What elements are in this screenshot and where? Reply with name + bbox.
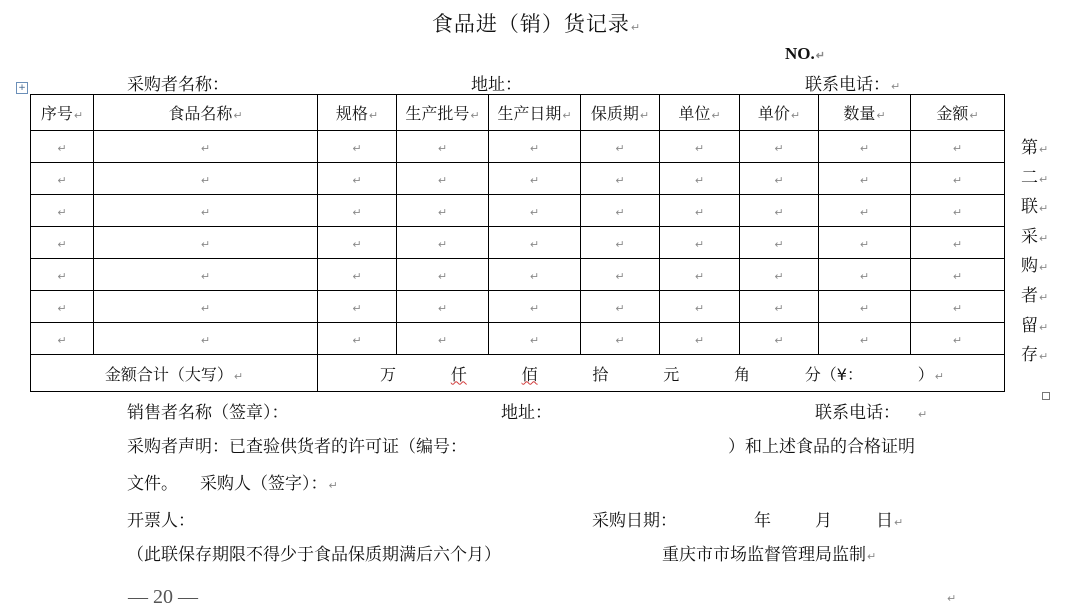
paragraph-mark: ↵ <box>233 369 244 383</box>
paragraph-mark: ↵ <box>1039 320 1049 334</box>
seller-phone-label: 联系电话： ↵ <box>815 403 928 423</box>
table-cell[interactable] <box>740 131 819 163</box>
paragraph-mark: ↵ <box>200 174 211 187</box>
paragraph-mark: ↵ <box>437 142 448 155</box>
paragraph-mark: ↵ <box>774 142 784 155</box>
paragraph-mark: ↵ <box>694 238 705 251</box>
paragraph-mark: ↵ <box>947 592 957 605</box>
column-header: 生产日期↵ <box>489 95 581 131</box>
table-row <box>31 131 1005 163</box>
table-cell[interactable] <box>489 163 581 195</box>
paragraph-mark: ↵ <box>859 206 870 219</box>
paragraph-mark: ↵ <box>529 302 540 315</box>
end-of-cell-mark <box>1042 392 1050 400</box>
table-cell[interactable] <box>94 323 318 355</box>
table-row <box>31 227 1005 259</box>
paragraph-mark: ↵ <box>352 206 362 219</box>
paragraph-mark: ↵ <box>615 174 625 187</box>
table-cell[interactable] <box>318 131 397 163</box>
paragraph-mark: ↵ <box>774 302 784 315</box>
side-label-char: 二↵ <box>1021 167 1049 188</box>
table-row <box>31 195 1005 227</box>
paragraph-mark: ↵ <box>73 109 84 122</box>
paragraph-mark: ↵ <box>774 334 784 347</box>
amount-unit: 元 <box>663 364 680 384</box>
paragraph-mark: ↵ <box>952 206 963 219</box>
declaration-line-1: 采购者声明：已查验供货者的许可证（编号： <box>127 437 467 457</box>
paragraph-mark: ↵ <box>952 302 963 315</box>
table-cell[interactable] <box>318 163 397 195</box>
column-header: 食品名称↵ <box>94 95 318 131</box>
column-header: 规格↵ <box>318 95 397 131</box>
paragraph-mark: ↵ <box>1039 172 1049 186</box>
amount-unit: 角 <box>733 364 750 384</box>
column-header: 数量↵ <box>819 95 911 131</box>
side-label-char: 采↵ <box>1021 226 1049 247</box>
table-header-row <box>31 95 1005 131</box>
amount-unit: 分（¥： <box>804 364 863 384</box>
paragraph-mark: ↵ <box>894 516 904 529</box>
table-cell[interactable] <box>911 323 1005 355</box>
declaration-line-2: 文件。 采购人（签字）：↵ <box>127 474 338 494</box>
paragraph-mark: ↵ <box>867 550 877 563</box>
paragraph-mark: ↵ <box>200 142 211 155</box>
table-cell[interactable] <box>581 195 660 227</box>
goods-table <box>30 94 1005 392</box>
table-cell[interactable] <box>740 227 819 259</box>
paragraph-mark: ↵ <box>615 334 625 347</box>
paragraph-mark: ↵ <box>200 334 211 347</box>
paragraph-mark: ↵ <box>57 334 67 347</box>
paragraph-mark: ↵ <box>859 174 870 187</box>
table-cell[interactable] <box>397 227 489 259</box>
amount-unit: 拾 <box>592 364 609 384</box>
paragraph-mark: ↵ <box>437 238 448 251</box>
paragraph-mark: ↵ <box>694 302 705 315</box>
paragraph-mark: ↵ <box>859 334 870 347</box>
purchaser-name-label: 采购者名称： <box>127 75 229 95</box>
paragraph-mark: ↵ <box>694 174 705 187</box>
table-cell[interactable] <box>581 163 660 195</box>
paragraph-mark: ↵ <box>615 238 625 251</box>
table-cell[interactable] <box>318 291 397 323</box>
seller-address-label: 地址： <box>501 403 552 423</box>
table-cell[interactable] <box>318 259 397 291</box>
copy-retention-side-label <box>1021 134 1048 371</box>
table-cell[interactable] <box>489 291 581 323</box>
table-cell[interactable] <box>911 291 1005 323</box>
paragraph-mark: ↵ <box>952 270 963 283</box>
table-cell[interactable] <box>94 163 318 195</box>
paragraph-mark: ↵ <box>1039 261 1049 275</box>
paragraph-mark: ↵ <box>529 238 540 251</box>
paragraph-mark: ↵ <box>876 109 886 122</box>
table-cell[interactable] <box>318 323 397 355</box>
paragraph-mark: ↵ <box>859 142 870 155</box>
table-cell[interactable] <box>660 163 740 195</box>
table-cell[interactable] <box>660 227 740 259</box>
table-cell[interactable] <box>819 259 911 291</box>
paragraph-mark: ↵ <box>529 174 540 187</box>
paragraph-mark: ↵ <box>1039 202 1049 216</box>
supervisor-note: 重庆市市场监督管理局监制↵ <box>662 545 877 565</box>
paragraph-mark: ↵ <box>437 302 448 315</box>
paragraph-mark: ↵ <box>774 174 784 187</box>
table-cell[interactable] <box>94 195 318 227</box>
paragraph-mark: ↵ <box>57 238 67 251</box>
table-cell[interactable] <box>489 259 581 291</box>
paragraph-mark: ↵ <box>57 206 67 219</box>
purchaser-signature-label: 采购人（签字）： <box>200 474 328 494</box>
side-label-char: 留↵ <box>1021 315 1049 336</box>
paragraph-mark: ↵ <box>969 109 979 122</box>
paragraph-mark: ↵ <box>1039 350 1049 364</box>
table-cell[interactable] <box>911 195 1005 227</box>
paragraph-mark: ↵ <box>437 270 448 283</box>
table-cell[interactable] <box>911 131 1005 163</box>
table-cell[interactable] <box>819 131 911 163</box>
paragraph-mark: ↵ <box>711 109 721 122</box>
table-cell[interactable] <box>819 227 911 259</box>
total-row <box>31 355 1005 392</box>
paragraph-mark: ↵ <box>352 334 362 347</box>
amount-unit: 佰 <box>521 364 538 384</box>
paragraph-mark: ↵ <box>615 142 625 155</box>
paragraph-mark: ↵ <box>1039 231 1049 245</box>
table-row <box>31 259 1005 291</box>
table-cell[interactable] <box>397 163 489 195</box>
table-cell[interactable] <box>660 291 740 323</box>
table-cell[interactable] <box>31 227 94 259</box>
paragraph-mark: ↵ <box>694 270 705 283</box>
table-cell[interactable] <box>397 291 489 323</box>
paragraph-mark: ↵ <box>529 334 540 347</box>
amount-unit: 仟 <box>450 364 467 384</box>
table-cell[interactable] <box>660 259 740 291</box>
table-cell[interactable] <box>318 227 397 259</box>
page-number: — 20 — <box>128 586 198 608</box>
table-cell[interactable] <box>819 323 911 355</box>
paragraph-mark: ↵ <box>1039 143 1049 156</box>
paragraph-mark: ↵ <box>694 142 705 155</box>
table-cell[interactable] <box>31 259 94 291</box>
paragraph-mark: ↵ <box>1039 290 1049 304</box>
paragraph-mark: ↵ <box>529 206 540 219</box>
paragraph-mark: ↵ <box>470 109 480 122</box>
side-label-char: 购↵ <box>1021 256 1049 277</box>
table-cell[interactable] <box>581 259 660 291</box>
column-header: 金额↵ <box>911 95 1005 131</box>
table-cell[interactable] <box>911 227 1005 259</box>
table-cell[interactable] <box>31 291 94 323</box>
paragraph-mark: ↵ <box>934 369 944 383</box>
purchaser-phone-label: 联系电话：↵ <box>805 75 901 95</box>
paragraph-mark: ↵ <box>352 174 362 187</box>
table-cell[interactable] <box>581 131 660 163</box>
table-cell[interactable] <box>397 323 489 355</box>
table-cell[interactable] <box>819 291 911 323</box>
paragraph-mark: ↵ <box>790 109 801 122</box>
date-month: 月 <box>815 511 832 531</box>
table-cell[interactable] <box>31 323 94 355</box>
paragraph-mark: ↵ <box>437 174 448 187</box>
table-cell[interactable] <box>660 131 740 163</box>
serial-number-label: NO.↵ <box>785 44 825 63</box>
paragraph-mark: ↵ <box>200 270 211 283</box>
table-cell[interactable] <box>489 131 581 163</box>
table-cell[interactable] <box>581 291 660 323</box>
table-move-handle-icon[interactable]: + <box>16 82 28 94</box>
paragraph-mark: ↵ <box>859 238 870 251</box>
table-cell[interactable] <box>489 227 581 259</box>
table-cell[interactable] <box>318 195 397 227</box>
paragraph-mark: ↵ <box>952 142 963 155</box>
table-cell[interactable] <box>31 195 94 227</box>
paragraph-mark: ↵ <box>57 302 67 315</box>
paragraph-mark: ↵ <box>200 238 211 251</box>
table-cell[interactable] <box>740 195 819 227</box>
paragraph-mark: ↵ <box>437 206 448 219</box>
table-cell[interactable] <box>397 131 489 163</box>
paragraph-mark: ↵ <box>200 206 211 219</box>
table-cell[interactable] <box>397 259 489 291</box>
paragraph-mark: ↵ <box>352 302 362 315</box>
side-label-char: 联↵ <box>1021 197 1049 218</box>
table-row <box>31 291 1005 323</box>
table-cell[interactable] <box>581 323 660 355</box>
document-title: 食品进（销）货记录↵ <box>431 12 642 36</box>
date-day: 日↵ <box>876 511 904 531</box>
paragraph-mark: ↵ <box>859 302 870 315</box>
column-header: 单价↵ <box>740 95 819 131</box>
paragraph-mark: ↵ <box>233 109 243 122</box>
date-year: 年 <box>754 511 771 531</box>
table-cell[interactable] <box>819 163 911 195</box>
seller-name-label: 销售者名称（签章）： <box>127 403 289 423</box>
paragraph-mark: ↵ <box>952 334 963 347</box>
paragraph-mark: ↵ <box>352 238 362 251</box>
paragraph-mark: ↵ <box>200 302 211 315</box>
table-cell[interactable] <box>740 259 819 291</box>
paragraph-mark: ↵ <box>815 50 825 62</box>
paragraph-mark: ↵ <box>859 270 870 283</box>
column-header: 单位↵ <box>660 95 740 131</box>
side-label-char: 者↵ <box>1021 285 1049 306</box>
amount-unit: ）↵ <box>917 364 944 384</box>
table-cell[interactable] <box>740 163 819 195</box>
paragraph-mark: ↵ <box>639 109 650 122</box>
paragraph-mark: ↵ <box>918 408 928 421</box>
paragraph-mark: ↵ <box>891 80 901 93</box>
column-header: 生产批号↵ <box>397 95 489 131</box>
paragraph-mark: ↵ <box>615 302 625 315</box>
total-label: 金额合计（大写）↵ <box>31 355 318 392</box>
retention-note: （此联保存期限不得少于食品保质期满后六个月） <box>127 545 501 565</box>
side-label-char: 存↵ <box>1021 345 1049 366</box>
paragraph-mark: ↵ <box>437 334 448 347</box>
paragraph-mark: ↵ <box>529 142 540 155</box>
paragraph-mark: ↵ <box>630 21 642 34</box>
table-cell[interactable] <box>581 227 660 259</box>
paragraph-mark: ↵ <box>328 479 338 492</box>
paragraph-mark: ↵ <box>368 109 379 122</box>
table-cell[interactable] <box>31 163 94 195</box>
table-cell[interactable] <box>489 195 581 227</box>
paragraph-mark: ↵ <box>774 238 784 251</box>
amount-unit: 万 <box>380 364 397 384</box>
table-cell[interactable] <box>489 323 581 355</box>
paragraph-mark: ↵ <box>352 270 362 283</box>
paragraph-mark: ↵ <box>952 174 963 187</box>
total-amount-cell[interactable] <box>318 355 1005 392</box>
paragraph-mark: ↵ <box>352 142 362 155</box>
paragraph-mark: ↵ <box>562 109 572 122</box>
paragraph-mark: ↵ <box>694 334 705 347</box>
table-row <box>31 163 1005 195</box>
column-header: 保质期↵ <box>581 95 660 131</box>
paragraph-mark: ↵ <box>774 270 784 283</box>
purchase-date-label: 采购日期： <box>592 511 677 531</box>
paragraph-mark: ↵ <box>952 238 963 251</box>
table-cell[interactable] <box>94 259 318 291</box>
paragraph-mark: ↵ <box>57 174 67 187</box>
table-cell[interactable] <box>911 163 1005 195</box>
table-cell[interactable] <box>31 131 94 163</box>
table-cell[interactable] <box>740 323 819 355</box>
paragraph-mark: ↵ <box>529 270 540 283</box>
invoicer-label: 开票人： <box>127 511 195 531</box>
table-cell[interactable] <box>94 291 318 323</box>
table-cell[interactable] <box>660 195 740 227</box>
table-cell[interactable] <box>660 323 740 355</box>
paragraph-mark: ↵ <box>57 142 67 155</box>
paragraph-mark: ↵ <box>615 206 625 219</box>
column-header: 序号↵ <box>31 95 94 131</box>
table-cell[interactable] <box>740 291 819 323</box>
declaration-line-1-end: ）和上述食品的合格证明 <box>728 437 915 457</box>
paragraph-mark: ↵ <box>694 206 705 219</box>
table-cell[interactable] <box>397 195 489 227</box>
table-cell[interactable] <box>94 131 318 163</box>
paragraph-mark: ↵ <box>615 270 625 283</box>
table-cell[interactable] <box>819 195 911 227</box>
side-label-char: 第↵ <box>1021 138 1049 158</box>
paragraph-mark: ↵ <box>774 206 784 219</box>
table-cell[interactable] <box>94 227 318 259</box>
purchaser-address-label: 地址： <box>471 75 522 95</box>
table-row <box>31 323 1005 355</box>
paragraph-mark: ↵ <box>57 270 67 283</box>
table-cell[interactable] <box>911 259 1005 291</box>
